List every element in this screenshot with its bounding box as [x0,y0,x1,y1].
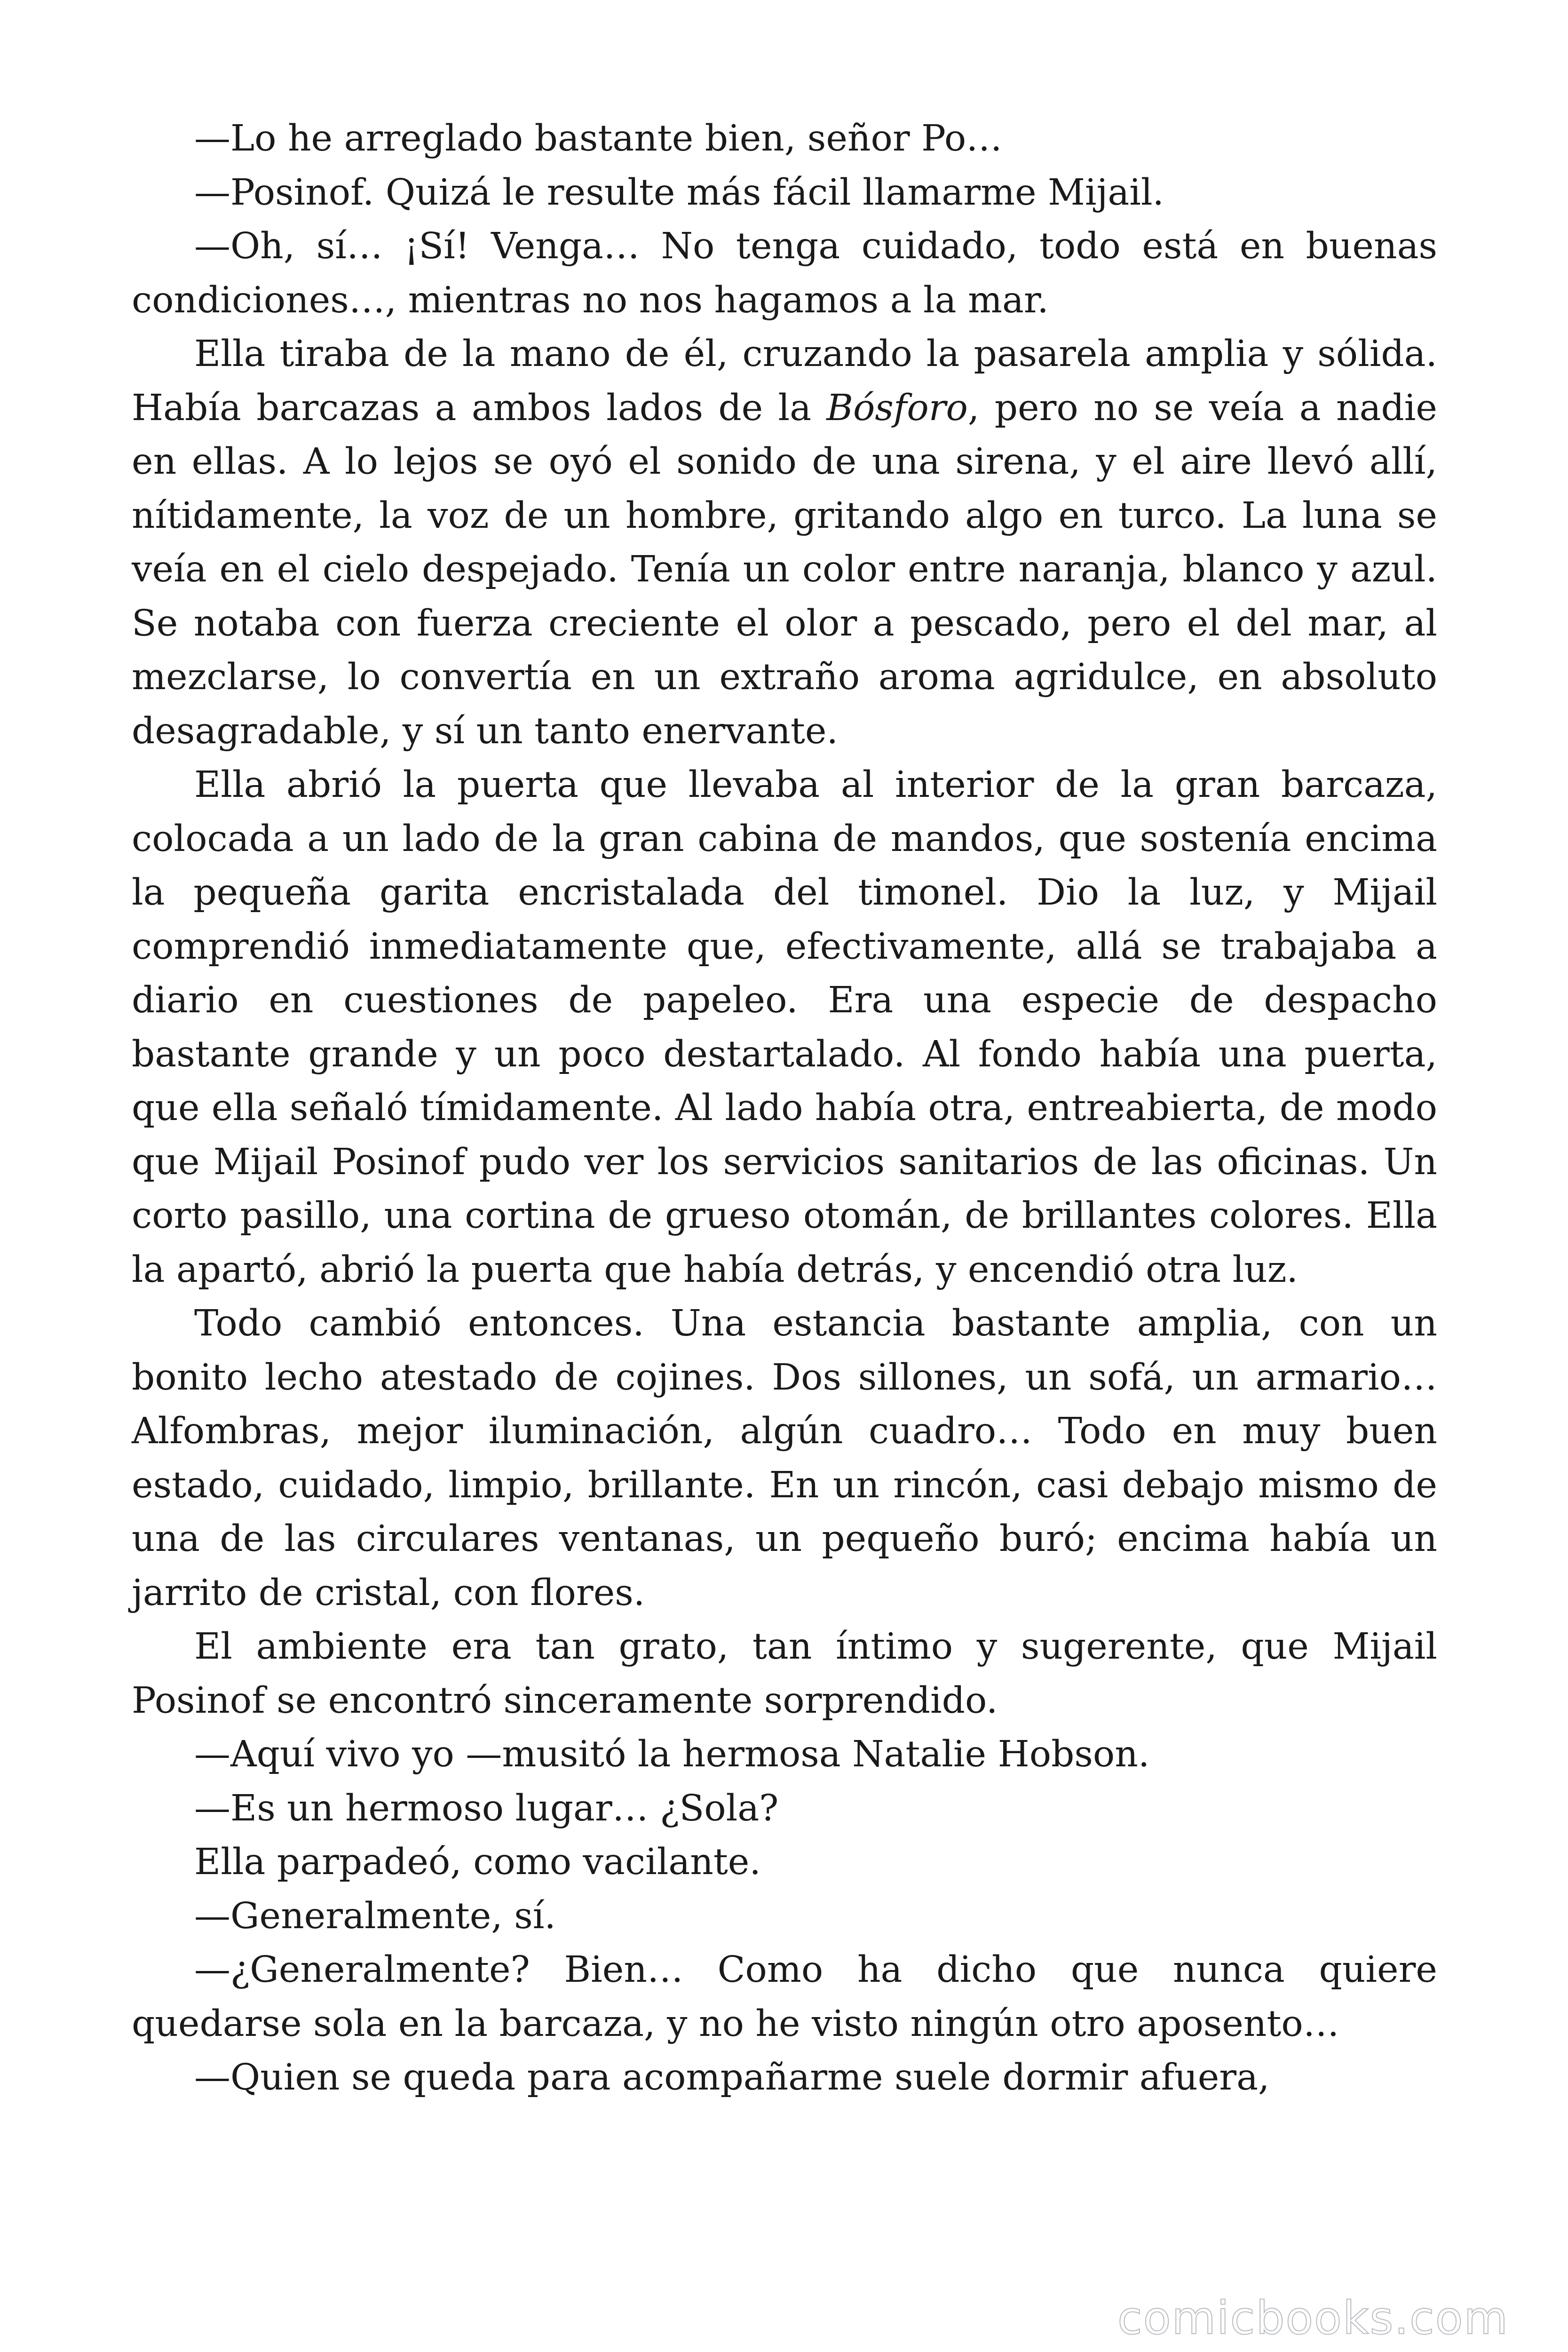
paragraph-11: —Generalmente, sí. [194,1895,556,1937]
paragraph-12: —¿Generalmente? Bien… Como ha dicho que nunca quiere quedarse sola en la barcaza, y no he visto ningún otro aposento… [132,1949,1437,2045]
paragraph-8: —Aquí vivo yo —musitó la hermosa Natalie Hobson. [194,1733,1150,1775]
paragraph-4-start: Ella tiraba de la mano de él, cruzando la pasarela amplia y sólida. Había barcazas a ambos lados de la [132,333,1437,429]
body-text [132,112,1437,2105]
paragraph-3: —Oh, sí… ¡Sí! Venga… No tenga cuidado, todo está en buenas condiciones…, mientras no nos hagamos a la mar. [132,225,1437,321]
paragraph-10: Ella parpadeó, como vacilante. [194,1841,761,1883]
paragraph-9: —Es un hermoso lugar… ¿Sola? [194,1787,779,1829]
paragraph-4-end: , pero no se veía a nadie en ellas. A lo lejos se oyó el sonido de una sirena, y el aire llevó allí, nítidamente, la voz de un hombre, gritando algo en turco. La luna se veía en el cielo despejado. Tenía un color entre naranja, blanco y azul. Se notaba con fuerza creciente el olor a pescado, pero el del mar, al mezclarse, lo convertía en un extraño aroma agridulce, en absoluto desagradable, y sí un tanto enervante. [132,387,1437,752]
paragraph-1: —Lo he arreglado bastante bien, señor Po… [194,118,1003,159]
paragraph-4 [132,327,1437,758]
paragraph-6: Todo cambió entonces. Una estancia bastante amplia, con un bonito lecho atestado de cojines. Dos sillones, un sofá, un armario… Alfombras, mejor iluminación, algún cuadro… Todo en muy buen estado, cuidado, limpio, brillante. En un rincón, casi debajo mismo de una de las circulares ventanas, un pequeño buró; encima había un jarrito de cristal, con flores. [132,1303,1437,1614]
paragraph-7: El ambiente era tan grato, tan íntimo y sugerente, que Mijail Posinof se encontró sinceramente sorprendido. [132,1626,1437,1722]
paragraph-5: Ella abrió la puerta que llevaba al interior de la gran barcaza, colocada a un lado de la gran cabina de mandos, que sostenía encima la pequeña garita encristalada del timonel. Dio la luz, y Mijail comprendió inmediatamente que, efectivamente, allá se trabajaba a diario en cuestiones de papeleo. Era una especie de despacho bastante grande y un poco destartalado. Al fondo había una puerta, que ella señaló tímidamente. Al lado había otra, entreabierta, de modo que Mijail Posinof pudo ver los servicios sanitarios de las oficinas. Un corto pasillo, una cortina de grueso otomán, de brillantes colores. Ella la apartó, abrió la puerta que había detrás, y encendió otra luz. [132,764,1437,1291]
paragraph-13: —Quien se queda para acompañarme suele dormir afuera, [194,2057,1270,2098]
paragraph-2: —Posinof. Quizá le resulte más fácil llamarme Mijail. [194,171,1164,214]
watermark-logo: comicbooks.com [1117,2292,1509,2344]
ship-name: Bósforo [826,387,968,429]
